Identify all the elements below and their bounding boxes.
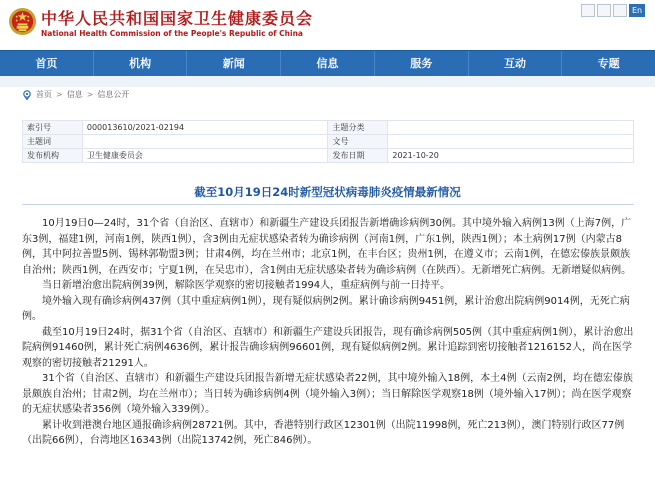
nav-item-information[interactable]: 信息 bbox=[281, 51, 375, 76]
location-pin-icon bbox=[22, 90, 32, 100]
nav-item-services[interactable]: 服务 bbox=[375, 51, 469, 76]
doc-number-label: 文号 bbox=[328, 135, 388, 149]
title-divider bbox=[22, 204, 634, 205]
meta-row bbox=[23, 121, 634, 135]
document-meta-table bbox=[22, 120, 634, 163]
publish-date-label: 发布日期 bbox=[328, 149, 388, 163]
site-title[interactable]: 中华人民共和国国家卫生健康委员会 bbox=[41, 9, 314, 28]
nav-item-organization[interactable]: 机构 bbox=[94, 51, 188, 76]
meta-row bbox=[23, 135, 634, 149]
nav-item-topics[interactable]: 专题 bbox=[597, 57, 620, 70]
breadcrumb-info[interactable]: 信息 bbox=[66, 90, 83, 99]
index-value: 000013610/2021-02194 bbox=[82, 121, 328, 135]
search-button[interactable] bbox=[597, 4, 611, 17]
nav-divider bbox=[0, 76, 655, 87]
article-paragraph: 当日新增治愈出院病例39例，解除医学观察的密切接触者1994人，重症病例与前一日持平。 bbox=[42, 280, 451, 291]
publisher-label: 发布机构 bbox=[23, 149, 83, 163]
doc-number-value bbox=[388, 135, 634, 149]
site-subtitle-en: National Health Commission of the People's Republic of China bbox=[41, 29, 303, 38]
nav-item-home[interactable]: 首页 bbox=[0, 51, 94, 76]
keyword-value bbox=[82, 135, 328, 149]
breadcrumb-info-public[interactable]: 信息公开 bbox=[97, 90, 130, 99]
breadcrumb-separator: > bbox=[86, 90, 94, 99]
site-header bbox=[0, 0, 655, 50]
english-button[interactable]: En bbox=[629, 4, 645, 17]
national-emblem-icon[interactable] bbox=[8, 7, 37, 36]
search-box[interactable] bbox=[581, 4, 595, 17]
article-body bbox=[22, 216, 634, 449]
nav-item-news[interactable]: 新闻 bbox=[187, 51, 281, 76]
meta-row bbox=[23, 149, 634, 163]
category-label: 主题分类 bbox=[328, 121, 388, 135]
breadcrumb bbox=[22, 89, 129, 100]
publish-date-value: 2021-10-20 bbox=[388, 149, 634, 163]
category-value bbox=[388, 121, 634, 135]
language-switcher bbox=[581, 4, 645, 17]
article-paragraph: 截至10月19日24时，据31个省（自治区、直辖市）和新疆生产建设兵团报告，现有确诊病例505例（其中重症病例1例），累计治愈出院病例91460例，累计死亡病例4636例，累计报告确诊病例96601例，现有疑似病例2例。累计追踪到密切接触者1216152人，尚在医学观察的密切接触者21291人。 bbox=[22, 326, 634, 369]
publisher-value: 卫生健康委员会 bbox=[82, 149, 328, 163]
index-label: 索引号 bbox=[23, 121, 83, 135]
article-title: 截至10月19日24时新型冠状病毒肺炎疫情最新情况 bbox=[194, 185, 461, 199]
breadcrumb-home[interactable]: 首页 bbox=[36, 90, 52, 99]
keyword-label: 主题词 bbox=[23, 135, 83, 149]
breadcrumb-separator: > bbox=[56, 90, 63, 99]
article-paragraph: 累计收到港澳台地区通报确诊病例28721例。其中，香港特别行政区12301例（出院11998例，死亡213例），澳门特别行政区77例（出院66例），台湾地区16343例（出院13742例，死亡846例）。 bbox=[22, 419, 625, 446]
article-paragraph: 31个省（自治区、直辖市）和新疆生产建设兵团报告新增无症状感染者22例，其中境外输入18例，本土4例（云南2例，均在德宏傣族景颇族自治州；甘肃2例，均在兰州市）；当日转为确诊病例4例（境外输入3例）；当日解除医学观察18例（境外输入17例）；尚在医学观察的无症状感染者356例（境外输入339例）。 bbox=[22, 373, 633, 415]
accessibility-button[interactable] bbox=[613, 4, 627, 17]
article-paragraph: 10月19日0—24时，31个省（自治区、直辖市）和新疆生产建设兵团报告新增确诊病例30例。其中境外输入病例13例（上海7例，广东3例，福建1例，河南1例，陕西1例），含3例由无症状感染者转为确诊病例（河南1例，广东1例，陕西1例）；本土病例17例（内蒙古8例，其中阿拉善盟5例、锡林郭勒盟3例；甘肃4例，均在兰州市；北京1例，在丰台区；贵州1例，在遵义市；云南1例，在德宏傣族景颇族自治州；陕西1例，在西安市；宁夏1例，在吴忠市），含1例由无症状感染者转为确诊病例（在陕西）。无新增死亡病例。无新增疑似病例。 bbox=[22, 218, 632, 276]
article-paragraph: 境外输入现有确诊病例437例（其中重症病例1例），现有疑似病例2例。累计确诊病例9451例，累计治愈出院病例9014例，无死亡病例。 bbox=[22, 295, 630, 322]
main-nav bbox=[0, 50, 655, 76]
nav-item-interaction[interactable]: 互动 bbox=[469, 51, 563, 76]
